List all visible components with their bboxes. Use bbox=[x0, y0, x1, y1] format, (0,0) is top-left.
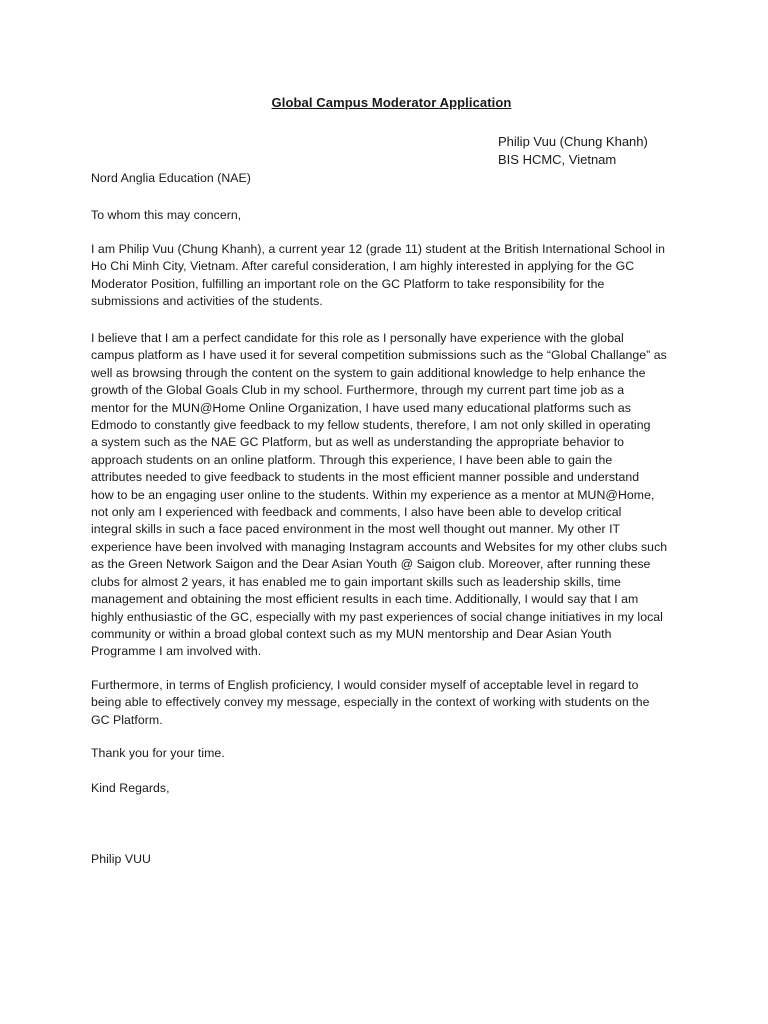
paragraph-line: how to be an engaging user online to the students. Within my experience as a mentor at MUN@Home, bbox=[91, 487, 655, 502]
paragraph-line: not only am I experienced with feedback and comments, I also have been able to develop critical bbox=[91, 505, 622, 520]
paragraph-line: being able to effectively convey my message, especially in the context of working with students on the bbox=[91, 695, 650, 710]
recipient-organization: Nord Anglia Education (NAE) bbox=[91, 171, 251, 185]
paragraph-line: Ho Chi Minh City, Vietnam. After careful consideration, I am highly interested in applying for the GC bbox=[91, 259, 635, 274]
paragraph-line: highly enthusiastic of the GC, especially with my past experiences of social change initiatives in my local bbox=[91, 609, 663, 624]
sender-block bbox=[498, 133, 648, 169]
paragraph-line: campus platform as I have used it for several competition submissions such as the “Global Challange” as bbox=[91, 348, 667, 363]
paragraph-line: mentor for the MUN@Home Online Organization, I have used many educational platforms such as bbox=[91, 400, 631, 415]
closing-line: Kind Regards, bbox=[91, 781, 170, 795]
paragraph-line: community or within a broad global context such as my MUN mentorship and Dear Asian Youth bbox=[91, 626, 612, 641]
paragraph-line: management and obtaining the most efficient results in each time. Additionally, I would say that I am bbox=[91, 592, 639, 607]
paragraph-line: approach students on an online platform. Through this experience, I have been able to gain the bbox=[91, 452, 613, 467]
sender-name: Philip Vuu (Chung Khanh) bbox=[498, 134, 648, 149]
paragraph-line: Edmodo to constantly give feedback to my fellow students, therefore, I am not only skilled in operating bbox=[91, 418, 651, 433]
paragraph-line: experience have been involved with managing Instagram accounts and Websites for my other clubs such bbox=[91, 539, 668, 554]
salutation: To whom this may concern, bbox=[91, 208, 242, 222]
paragraph-line: I am Philip Vuu (Chung Khanh), a current year 12 (grade 11) student at the British International School in bbox=[91, 242, 666, 256]
paragraph-line: clubs for almost 2 years, it has enabled me to gain important skills such as leadership skills, time bbox=[91, 574, 621, 589]
paragraph-line: a system such as the NAE GC Platform, but as well as understanding the appropriate behavior to bbox=[91, 435, 625, 450]
paragraph-line: well as browsing through the content on the system to gain additional knowledge to help enhance the bbox=[91, 365, 646, 380]
paragraph-english-proficiency bbox=[91, 677, 683, 729]
paragraph-line: as the Green Network Saigon and the Dear Asian Youth @ Saigon club. Moreover, after running these bbox=[91, 557, 651, 572]
paragraph-line: Furthermore, in terms of English proficiency, I would consider myself of acceptable level in regard to bbox=[91, 678, 639, 692]
paragraph-line: Moderator Position, fulfilling an important role on the GC Platform to take responsibility for the bbox=[91, 276, 605, 291]
signature-name: Philip VUU bbox=[91, 852, 151, 866]
paragraph-experience bbox=[91, 330, 683, 661]
thanks-line: Thank you for your time. bbox=[91, 746, 225, 760]
paragraph-line: integral skills in such a face paced environment in the most well thought out manner. My other IT bbox=[91, 522, 621, 537]
document-title: Global Campus Moderator Application bbox=[271, 95, 512, 110]
paragraph-line: growth of the Global Goals Club in my school. Furthermore, through my current part time job as a bbox=[91, 383, 625, 398]
paragraph-line: GC Platform. bbox=[91, 712, 163, 727]
paragraph-line: I believe that I am a perfect candidate for this role as I personally have experience with the global bbox=[91, 331, 624, 345]
paragraph-line: submissions and activities of the students. bbox=[91, 294, 323, 309]
paragraph-introduction bbox=[91, 241, 683, 311]
sender-location: BIS HCMC, Vietnam bbox=[498, 152, 617, 167]
paragraph-line: attributes needed to give feedback to students in the most efficient manner possible and understand bbox=[91, 470, 640, 485]
paragraph-line: Programme I am involved with. bbox=[91, 644, 262, 659]
